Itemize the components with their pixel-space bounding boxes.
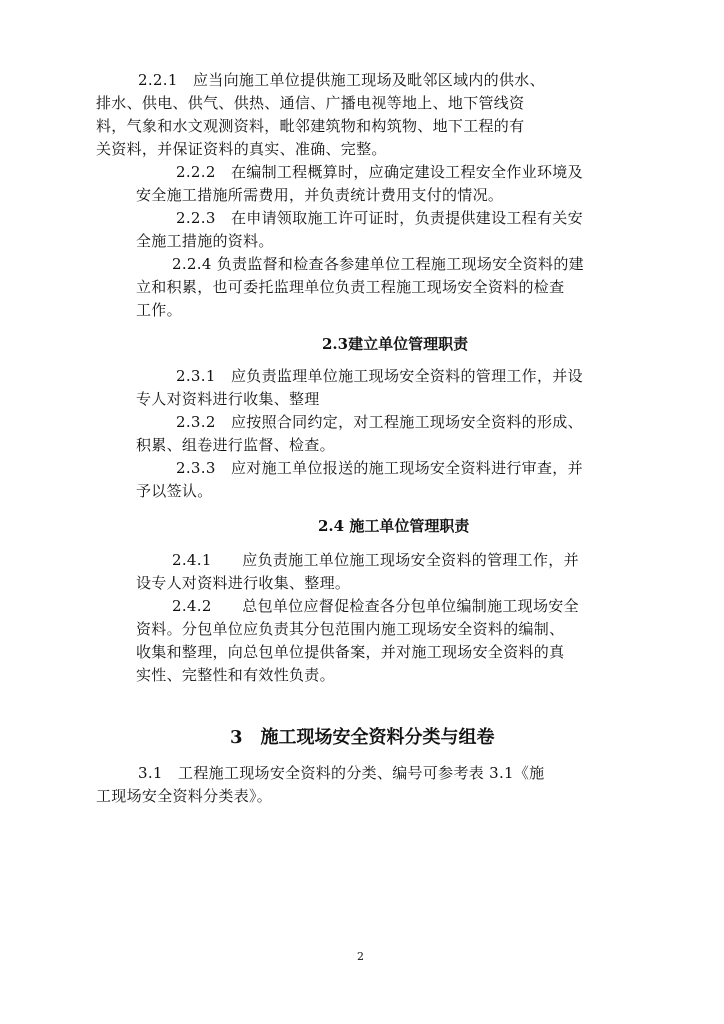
- para-2-2-3-line-1: 2.2.3 在申请领取施工许可证时，负责提供建设工程有关安: [176, 209, 583, 227]
- para-2-4-1-line-1: 2.4.1 应负责施工单位施工现场安全资料的管理工作，并: [172, 551, 579, 569]
- para-2-4-2-line-3: 收集和整理，向总包单位提供备案，并对施工现场安全资料的真: [136, 643, 565, 661]
- para-2-4-1-line-2: 设专人对资料进行收集、整理。: [136, 574, 351, 592]
- para-2-3-2-line-2: 积累、组卷进行监督、检查。: [136, 436, 335, 454]
- para-2-2-2-line-1: 2.2.2 在编制工程概算时，应确定建设工程安全作业环境及: [176, 163, 583, 181]
- section-heading-2-4: 2.4 施工单位管理职责: [318, 517, 470, 535]
- para-2-2-4-line-3: 工作。: [136, 301, 182, 319]
- para-2-3-3-line-2: 予以签认。: [136, 482, 213, 500]
- para-2-2-1-line-1: 2.2.1 应当向施工单位提供施工现场及毗邻区域内的供水、: [138, 71, 545, 89]
- para-2-3-2-line-1: 2.3.2 应按照合同约定，对工程施工现场安全资料的形成、: [176, 413, 583, 431]
- para-2-2-1-line-4: 关资料，并保证资料的真实、准确、完整。: [96, 140, 387, 158]
- para-3-1-line-2: 工现场安全资料分类表》。: [96, 787, 273, 805]
- para-2-2-3-line-2: 全施工措施的资料。: [136, 232, 274, 250]
- para-3-1-line-1: 3.1 工程施工现场安全资料的分类、编号可参考表 3.1《施: [138, 764, 545, 782]
- chapter-heading-3: 3 施工现场安全资料分类与组卷: [230, 727, 495, 748]
- para-2-4-2-line-1: 2.4.2 总包单位应督促检查各分包单位编制施工现场安全: [172, 597, 579, 615]
- para-2-2-2-line-2: 安全施工措施所需费用，并负责统计费用支付的情况。: [136, 186, 504, 204]
- para-2-4-2-line-4: 实性、完整性和有效性负责。: [136, 666, 335, 684]
- section-heading-2-3: 2.3建立单位管理职责: [322, 335, 469, 353]
- para-2-3-1-line-1: 2.3.1 应负责监理单位施工现场安全资料的管理工作，并设: [176, 367, 583, 385]
- para-2-3-3-line-1: 2.3.3 应对施工单位报送的施工现场安全资料进行审查，并: [176, 459, 583, 477]
- page-number: 2: [357, 950, 364, 963]
- para-2-2-1-line-2: 排水、供电、供气、供热、通信、广播电视等地上、地下管线资: [96, 94, 525, 112]
- para-2-4-2-line-2: 资料。分包单位应负责其分包范围内施工现场安全资料的编制、: [136, 620, 565, 638]
- para-2-2-4-line-1: 2.2.4 负责监督和检查各参建单位工程施工现场安全资料的建: [172, 255, 584, 273]
- para-2-2-4-line-2: 立和积累，也可委托监理单位负责工程施工现场安全资料的检查: [136, 278, 565, 296]
- para-2-2-1-line-3: 料，气象和水文观测资料，毗邻建筑物和构筑物、地下工程的有: [96, 117, 525, 135]
- para-2-3-1-line-2: 专人对资料进行收集、整理: [136, 390, 320, 408]
